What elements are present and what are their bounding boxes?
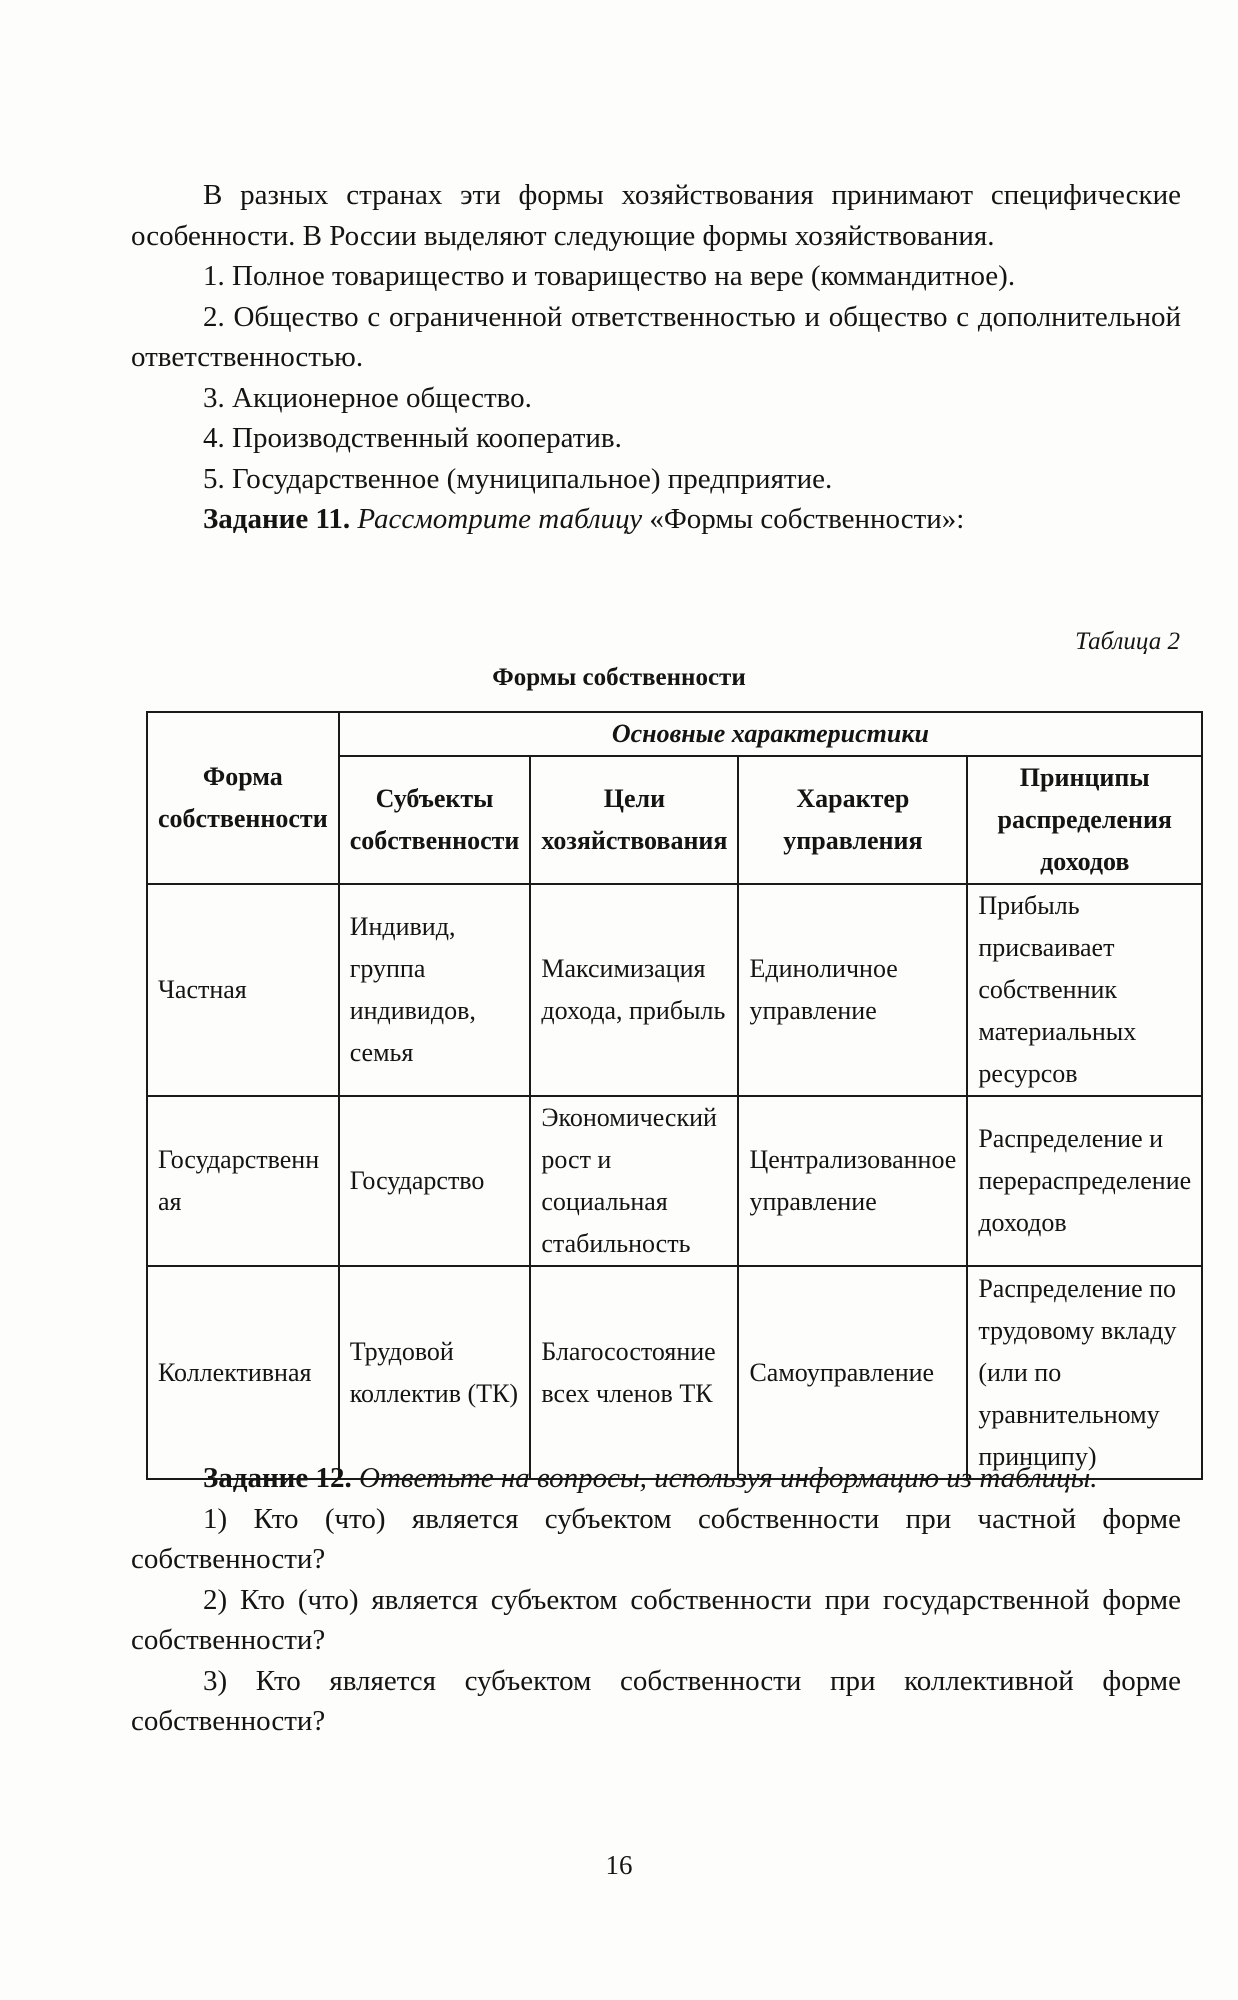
page-number: 16 [605,1850,633,1880]
question: 1) Кто (что) является субъектом собственности при частной форме собственности? [131,1502,1181,1575]
task-12-text [131,1458,1181,1742]
task-12 [131,1458,1181,1499]
table-cell: Частная [147,884,339,1096]
header-cell: Субъекты собственности [339,756,531,884]
intro-paragraph: В разных странах эти формы хозяйствования принимают специфические особенности. В России выделяют следующие формы хозяйствования. [131,179,1181,252]
table-cell: Индивид, группа индивидов, семья [339,884,531,1096]
question: 2) Кто (что) является субъектом собственности при государственной форме собственности? [131,1583,1181,1656]
table-title: Формы собственности [492,664,746,691]
header-cell: Характер управления [738,756,967,884]
table-cell: Единоличное управление [738,884,967,1096]
table-cell: Государство [339,1096,531,1266]
header-group: Основные характеристики [339,712,1202,756]
header-cell: Принципы распределения доходов [967,756,1202,884]
task-11-label: Задание 11. [203,503,351,535]
table-cell: Благосостояние всех членов ТК [530,1266,738,1479]
table-row [147,1266,1202,1479]
table-cell: Коллективная [147,1266,339,1479]
intro-text [131,175,1181,540]
list-item: 1. Полное товарищество и товарищество на вере (коммандитное). [203,260,1016,292]
task-12-instruction: Ответьте на вопросы, используя информацию из таблицы. [359,1462,1098,1494]
list-item: 2. Общество с ограниченной ответственностью и общество с дополнительной ответственностью. [131,300,1181,373]
table-cell: Прибыль присваивает собственник материальных ресурсов [967,884,1202,1096]
table-cell: Распределение и перераспределение доходов [967,1096,1202,1266]
list-item: 4. Производственный кооператив. [203,422,622,454]
table-cell: Трудовой коллектив (ТК) [339,1266,531,1479]
table-cell: Централизованное управление [738,1096,967,1266]
list-item: 3. Акционерное общество. [203,381,532,414]
table-cell: Государственная [147,1096,339,1266]
table-cell: Максимизация дохода, прибыль [530,884,738,1096]
list-item: 5. Государственное (муниципальное) предприятие. [203,462,833,495]
ownership-forms-table [146,711,1203,1480]
table-cell: Экономический рост и социальная стабильность [530,1096,738,1266]
task-11-instruction: Рассмотрите таблицу [357,503,643,535]
table-caption: Таблица 2 [1075,628,1180,655]
table-cell: Самоуправление [738,1266,967,1479]
table-cell: Распределение по трудовому вкладу (или по уравнительному принципу) [967,1266,1202,1479]
table-row [147,1096,1202,1266]
header-cell: Цели хозяйствования [530,756,738,884]
task-11 [131,499,1181,540]
task-12-label: Задание 12. [203,1462,352,1494]
header-form: Форма собственности [147,712,339,884]
task-11-rest: «Формы собственности»: [649,503,965,535]
question: 3) Кто является субъектом собственности при коллективной форме собственности? [131,1664,1181,1737]
table-row [147,884,1202,1096]
